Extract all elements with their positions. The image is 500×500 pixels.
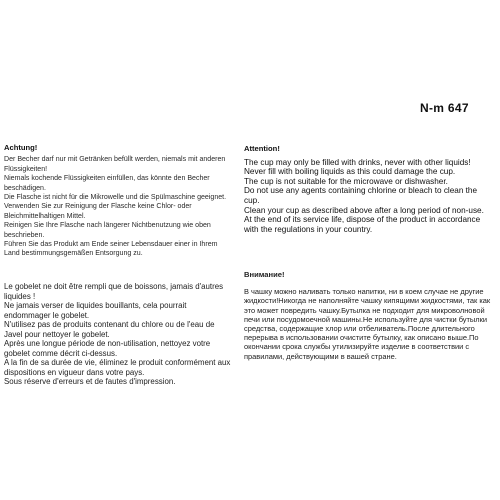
german-paragraph: Die Flasche ist nicht für die Mikrowelle und die Spülmaschine geeignet. (4, 194, 227, 202)
english-instructions (244, 144, 484, 234)
french-instructions (4, 282, 232, 387)
english-paragraph: Clean your cup as described above after a long period of non-use. (244, 205, 484, 215)
product-code: N-m 647 (420, 101, 469, 115)
french-paragraph: N'utilisez pas de produits contenant du chlore ou de l'eau de Javel pour nettoyer le gobelet. (4, 320, 215, 339)
german-paragraph: Verwenden Sie zur Reinigung der Flasche keine Chlor- oder Bleichmittelhaltigen Mittel. (4, 203, 192, 220)
french-paragraph: Ne jamais verser de liquides bouillants, cela pourrait endommager le gobelet. (4, 301, 187, 320)
french-paragraph: Le gobelet ne doit être rempli que de boissons, jamais d'autres liquides ! (4, 282, 224, 301)
english-paragraph: Never fill with boiling liquids as this could damage the cup. (244, 167, 456, 177)
russian-heading: Внимание! (244, 270, 285, 279)
english-paragraph: At the end of its service life, dispose of the product in accordance with the regulations in your country. (244, 215, 481, 234)
russian-paragraph: В чашку можно наливать только напитки, ни в коем случае не другие жидкости!Никогда не наполняйте чашку кипящими жидкостями, так как это может повредить чашку.Бутылка не подходит для микроволновой печи или посудомоечной машины.Не используйте для чистки бутылки средства, содержащие хлор или отбеливатель.После длительного перерыва в использовании очистите бутылку, как описано выше.По окончании срока службы утилизируйте изделие в соответствии с правилами, действующими в вашей стране. (244, 287, 491, 361)
english-heading: Attention! (244, 144, 280, 153)
german-instructions (4, 143, 232, 259)
english-paragraph: The cup may only be filled with drinks, never with other liquids! (244, 157, 471, 167)
german-paragraph: Reinigen Sie Ihre Flasche nach längerer Nichtbenutzung wie oben beschrieben. (4, 222, 211, 239)
german-heading: Achtung! (4, 143, 38, 152)
french-paragraph: A la fin de sa durée de vie, éliminez le produit conformément aux dispositions en vigueur dans votre pays. (4, 358, 231, 377)
english-paragraph: The cup is not suitable for the microwave or dishwasher. (244, 176, 448, 186)
german-paragraph: Niemals kochende Flüssigkeiten einfüllen, das könnte den Becher beschädigen. (4, 175, 210, 192)
french-paragraph: Après une longue période de non-utilisation, nettoyez votre gobelet comme décrit ci-dessus. (4, 339, 211, 358)
russian-instructions (244, 270, 496, 361)
english-paragraph: Do not use any agents containing chlorine or bleach to clean the cup. (244, 186, 478, 205)
french-paragraph: Sous réserve d'erreurs et de fautes d'impression. (4, 377, 176, 386)
german-paragraph: Führen Sie das Produkt am Ende seiner Lebensdauer einer in Ihrem Land bestimmungsgemäßen Entsorgung zu. (4, 241, 218, 258)
german-paragraph: Der Becher darf nur mit Getränken befüllt werden, niemals mit anderen Flüssigkeiten! (4, 156, 226, 173)
